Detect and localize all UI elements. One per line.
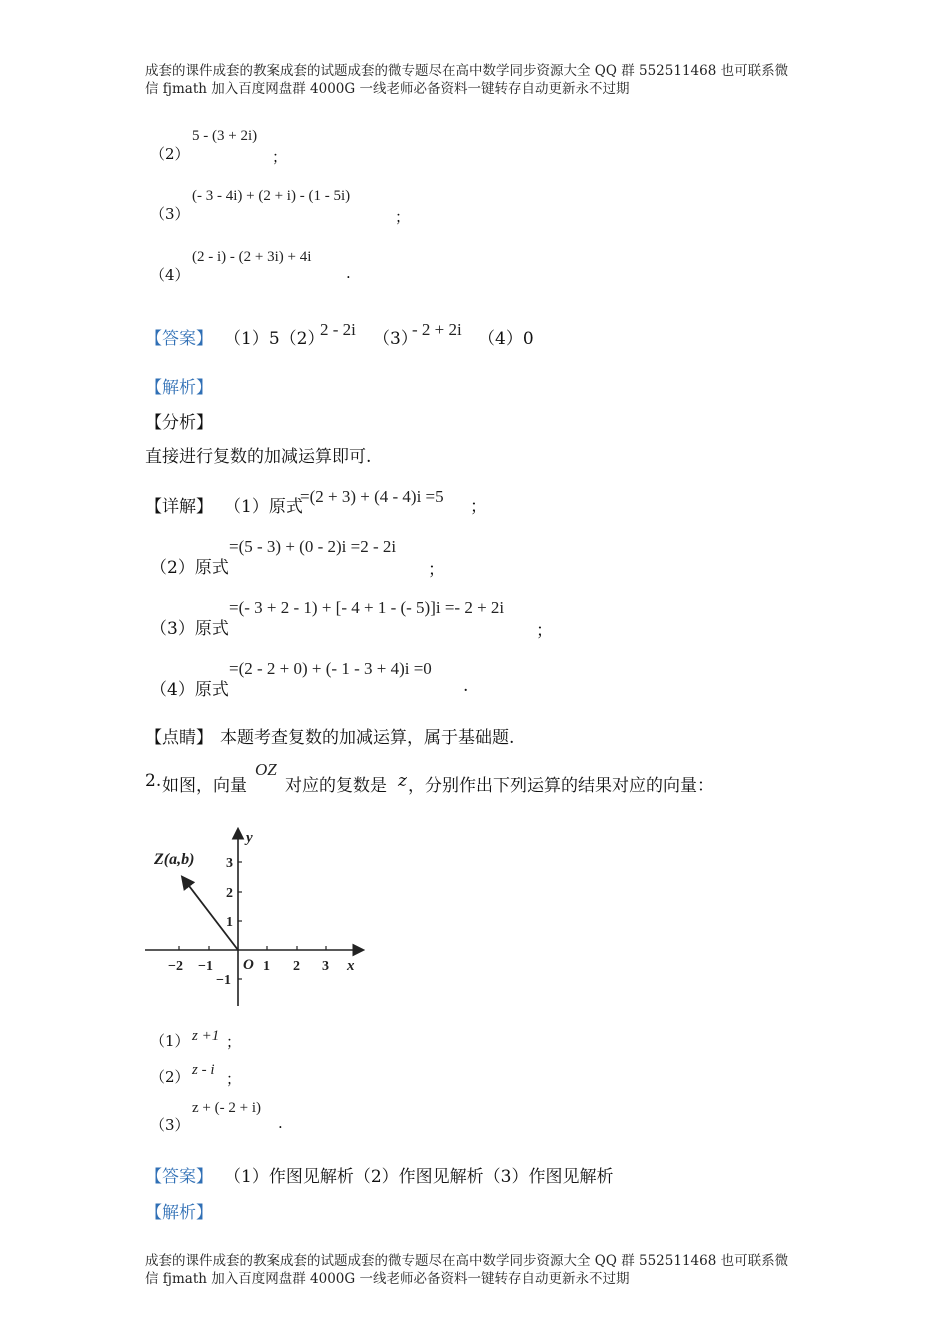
p1-item2-expr: 5 - (3 + 2i)	[192, 128, 258, 144]
p1-answer-math2: - 2 + 2i	[412, 320, 462, 339]
p2-answer-text: （1）作图见解析（2）作图见解析（3）作图见解析	[224, 1167, 614, 1187]
p2-answer-tag: 【答案】	[145, 1167, 213, 1187]
header-line-2: 信 fjmath 加入百度网盘群 4000G 一线老师必备资料一键转存自动更新永不过期	[145, 81, 630, 97]
p2-vector-oz: OZ	[255, 760, 277, 779]
p1-item4-label: （4）	[150, 266, 190, 284]
p1-item4-punct: .	[346, 264, 351, 282]
x-tick-label-3: 3	[322, 959, 329, 974]
complex-plane-figure	[140, 822, 380, 1012]
footer-line-1: 成套的课件成套的教案成套的试题成套的微专题尽在高中数学同步资源大全 QQ 群 552511468 也可联系微	[145, 1253, 789, 1269]
header-line-1: 成套的课件成套的教案成套的试题成套的微专题尽在高中数学同步资源大全 QQ 群 552511468 也可联系微	[145, 63, 789, 79]
p1-answer-part2: （3）	[373, 329, 418, 349]
x-tick-label-neg2: −2	[168, 959, 183, 974]
p1-detail-line4-punct: .	[463, 676, 469, 696]
p2-item2-label: （2）	[150, 1068, 190, 1086]
p2-var-z: z	[398, 771, 407, 791]
x-axis-label: x	[347, 958, 355, 974]
p2-item3-expr: z + (- 2 + i)	[192, 1100, 261, 1116]
p1-detail-line4-expr: =(2 - 2 + 0) + (- 1 - 3 + 4)i =0	[229, 659, 432, 678]
p2-stem-a: 如图，向量	[162, 776, 247, 796]
p1-answer-part1: （1）5（2）	[224, 329, 325, 349]
x-tick-label-1: 1	[263, 959, 270, 974]
p1-item2-label: （2）	[150, 145, 190, 163]
p2-item2-punct: ；	[226, 1070, 242, 1088]
p1-dianjing-text: 本题考查复数的加减运算，属于基础题.	[220, 728, 515, 748]
p2-item1-expr: z +1	[192, 1028, 220, 1044]
p1-item3-punct: ；	[395, 208, 411, 226]
p1-detail-line2-punct: ；	[428, 560, 445, 580]
p1-answer-part3: （4）0	[478, 329, 534, 349]
p2-item1-label: （1）	[150, 1032, 190, 1050]
y-tick-label-neg1: −1	[216, 973, 231, 988]
p2-stem-c: ，分别作出下列运算的结果对应的向量：	[408, 776, 714, 796]
p2-number: 2.	[145, 771, 162, 791]
p1-detail-tag: 【详解】	[145, 497, 213, 517]
p2-analysis-tag: 【解析】	[145, 1203, 213, 1223]
p1-item2-punct: ；	[272, 148, 288, 166]
p1-analysis-tag: 【解析】	[145, 378, 213, 398]
point-z-label: Z(a,b)	[154, 851, 195, 868]
p1-detail-line1-punct: ；	[470, 497, 487, 517]
p2-item2-expr: z - i	[192, 1062, 215, 1078]
p2-item3-punct: .	[278, 1114, 283, 1132]
p1-item3-label: （3）	[150, 205, 190, 223]
x-tick-label-2: 2	[293, 959, 300, 974]
p1-item4-expr: (2 - i) - (2 + 3i) + 4i	[192, 249, 312, 265]
y-tick-label-1: 1	[226, 915, 233, 930]
y-axis-label: y	[246, 830, 253, 846]
p1-detail-line4-label: （4）原式	[150, 680, 229, 700]
p1-detail-line1-expr: =(2 + 3) + (4 - 4)i =5	[300, 487, 444, 506]
p1-detail-line2-label: （2）原式	[150, 558, 229, 578]
p2-item1-punct: ；	[226, 1033, 242, 1051]
p1-detail-line3-expr: =(- 3 + 2 - 1) + [- 4 + 1 - (- 5)]i =- 2 + 2i	[229, 598, 505, 617]
p1-answer-math1: 2 - 2i	[320, 320, 356, 339]
p1-detail-line2-expr: =(5 - 3) + (0 - 2)i =2 - 2i	[229, 537, 397, 556]
footer-line-2: 信 fjmath 加入百度网盘群 4000G 一线老师必备资料一键转存自动更新永不过期	[145, 1271, 630, 1287]
p1-fenxi-text: 直接进行复数的加减运算即可.	[145, 447, 372, 467]
p2-stem-b: 对应的复数是	[285, 776, 387, 796]
p1-detail-line3-punct: ；	[536, 621, 553, 641]
p1-detail-line1-label: （1）原式	[224, 497, 303, 517]
y-tick-label-2: 2	[226, 886, 233, 901]
p1-detail-line3-label: （3）原式	[150, 619, 229, 639]
origin-label: O	[243, 957, 254, 973]
p1-item3-expr: (- 3 - 4i) + (2 + i) - (1 - 5i)	[192, 188, 351, 204]
p1-fenxi-tag: 【分析】	[145, 413, 213, 433]
p2-item3-label: （3）	[150, 1116, 190, 1134]
y-tick-label-3: 3	[226, 856, 233, 871]
x-tick-label-neg1: −1	[198, 959, 213, 974]
p1-answer-tag: 【答案】	[145, 329, 213, 349]
p1-dianjing-tag: 【点睛】	[145, 728, 213, 748]
